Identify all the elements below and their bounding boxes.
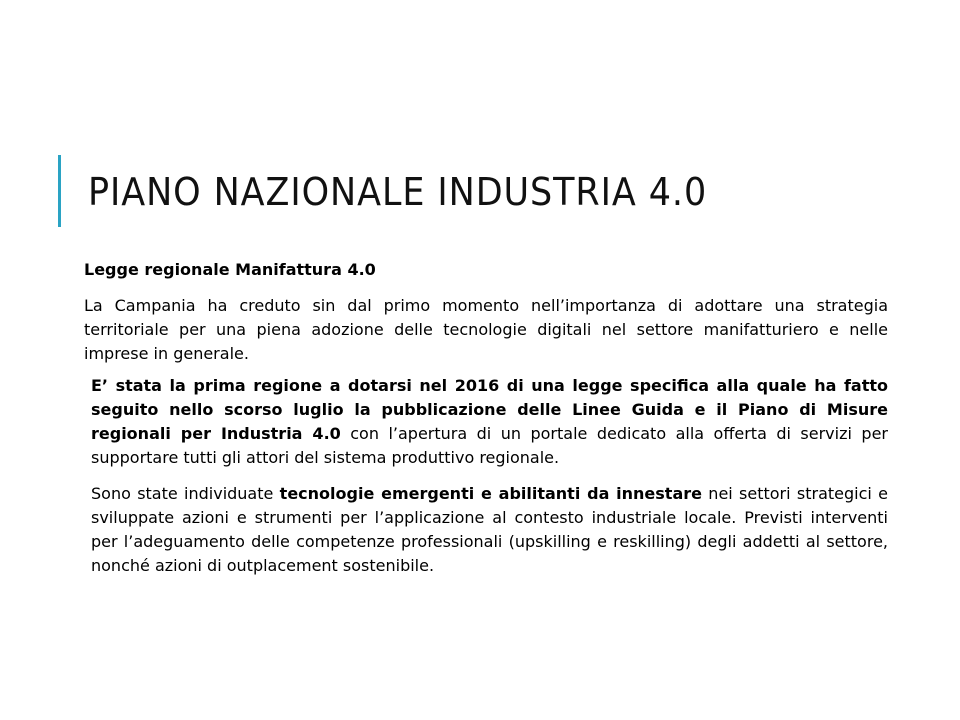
title-accent-bar [58, 155, 61, 227]
slide-body [84, 258, 888, 578]
paragraph-technologies-start: Sono state individuate [91, 484, 280, 503]
subheading: Legge regionale Manifattura 4.0 [84, 260, 376, 279]
paragraph-law-bold: E’ stata la prima regione a dotarsi nel 2016 di una legge specifica alla quale ha fatto seguito nello scorso luglio la pubblicazione delle Linee Guida e il Piano di Misure regionali per Industria 4.0 [91, 376, 888, 443]
slide-title: PIANO NAZIONALE INDUSTRIA 4.0 [88, 170, 708, 214]
paragraph-technologies-bold: tecnologie emergenti e abilitanti da innestare [279, 484, 702, 503]
paragraph-law-rest: con l’apertura di un portale dedicato alla offerta di servizi per supportare tutti gli attori del sistema produttivo regionale. [91, 424, 888, 467]
paragraph-technologies [91, 482, 888, 578]
paragraph-intro: La Campania ha creduto sin dal primo momento nell’importanza di adottare una strategia territoriale per una piena adozione delle tecnologie digitali nel settore manifatturiero e nelle imprese in generale. [84, 296, 888, 363]
paragraph-technologies-rest: nei settori strategici e sviluppate azioni e strumenti per l’applicazione al contesto industriale locale. Previsti interventi per l’adeguamento delle competenze professionali (upskilling e reskilling) degli addetti al settore, nonché azioni di outplacement sostenibile. [91, 484, 888, 575]
paragraph-law [91, 374, 888, 470]
